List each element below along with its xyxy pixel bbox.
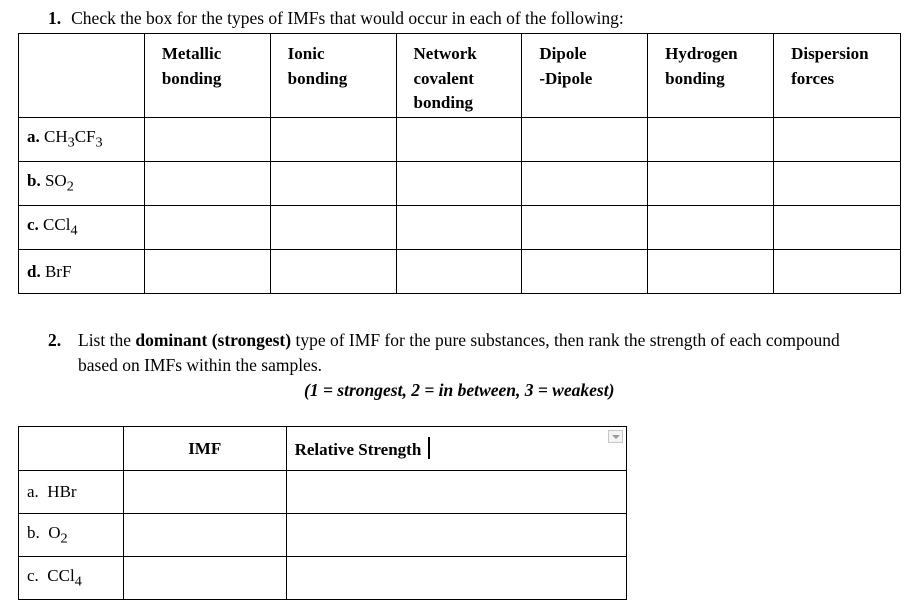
- checkbox-cell[interactable]: [522, 118, 648, 162]
- checkbox-cell[interactable]: [396, 162, 522, 206]
- row-label-ccl4: c. CCl$_4$: [19, 206, 145, 250]
- checkbox-cell[interactable]: [522, 250, 648, 294]
- checkbox-cell[interactable]: [648, 118, 774, 162]
- column-header-metallic: Metallic bonding: [144, 34, 270, 118]
- checkbox-cell[interactable]: [396, 250, 522, 294]
- checkbox-cell[interactable]: [648, 162, 774, 206]
- question-2-number: 2.: [48, 330, 62, 350]
- row-label-brf: d. BrF: [19, 250, 145, 294]
- column-header-dispersion: Dispersion forces: [774, 34, 901, 118]
- column-header-relative-strength: Relative Strength: [286, 427, 626, 471]
- checkbox-cell[interactable]: [270, 118, 396, 162]
- strength-input-cell[interactable]: [286, 514, 626, 557]
- question-1: [48, 8, 624, 29]
- text-cursor: [428, 437, 430, 459]
- table-row: [19, 557, 627, 600]
- imf-ranking-table: [18, 426, 627, 600]
- table-row: [19, 471, 627, 514]
- table-row: [19, 118, 901, 162]
- table-header-row: [19, 427, 627, 471]
- column-header-network-covalent: Network covalent bonding: [396, 34, 522, 118]
- row-label-o2: b. $O_2$: [19, 514, 124, 557]
- table-row: [19, 514, 627, 557]
- question-1-number: 1.: [48, 8, 62, 28]
- dropdown-arrow-icon[interactable]: [608, 430, 623, 443]
- checkbox-cell[interactable]: [396, 118, 522, 162]
- table-row: [19, 206, 901, 250]
- imf-input-cell[interactable]: [123, 557, 286, 600]
- corner-cell: [19, 427, 124, 471]
- imf-checkbox-table: [18, 33, 901, 294]
- checkbox-cell[interactable]: [774, 250, 901, 294]
- column-header-dipole-dipole: Dipole -Dipole: [522, 34, 648, 118]
- checkbox-cell[interactable]: [522, 162, 648, 206]
- checkbox-cell[interactable]: [774, 162, 901, 206]
- row-label-ch3cf3: a. $CH_3CF_3$: [19, 118, 145, 162]
- row-label-hbr: a. HBr: [19, 471, 124, 514]
- checkbox-cell[interactable]: [774, 206, 901, 250]
- question-2: [48, 328, 878, 400]
- row-label-ccl4: c. CCl$_4$: [19, 557, 124, 600]
- checkbox-cell[interactable]: [648, 250, 774, 294]
- table-header-row: [19, 34, 901, 118]
- strength-input-cell[interactable]: [286, 471, 626, 514]
- checkbox-cell[interactable]: [144, 118, 270, 162]
- table-row: [19, 162, 901, 206]
- strength-input-cell[interactable]: [286, 557, 626, 600]
- checkbox-cell[interactable]: [648, 206, 774, 250]
- checkbox-cell[interactable]: [144, 162, 270, 206]
- column-header-ionic: Ionic bonding: [270, 34, 396, 118]
- checkbox-cell[interactable]: [396, 206, 522, 250]
- checkbox-cell[interactable]: [270, 162, 396, 206]
- imf-input-cell[interactable]: [123, 471, 286, 514]
- checkbox-cell[interactable]: [270, 206, 396, 250]
- checkbox-cell[interactable]: [522, 206, 648, 250]
- imf-input-cell[interactable]: [123, 514, 286, 557]
- table-row: [19, 250, 901, 294]
- question-1-text: Check the box for the types of IMFs that would occur in each of the following:: [71, 8, 624, 28]
- ranking-scale: (1 = strongest, 2 = in between, 3 = weakest): [304, 380, 615, 400]
- question-2-text: List the dominant (strongest) type of IMF for the pure substances, then rank the strength of each compound based on IMFs within the samples.: [78, 330, 840, 375]
- checkbox-cell[interactable]: [144, 250, 270, 294]
- checkbox-cell[interactable]: [774, 118, 901, 162]
- column-header-imf: IMF: [123, 427, 286, 471]
- corner-cell: [19, 34, 145, 118]
- column-header-hydrogen: Hydrogen bonding: [648, 34, 774, 118]
- row-label-so2: b. $SO_2$: [19, 162, 145, 206]
- checkbox-cell[interactable]: [144, 206, 270, 250]
- checkbox-cell[interactable]: [270, 250, 396, 294]
